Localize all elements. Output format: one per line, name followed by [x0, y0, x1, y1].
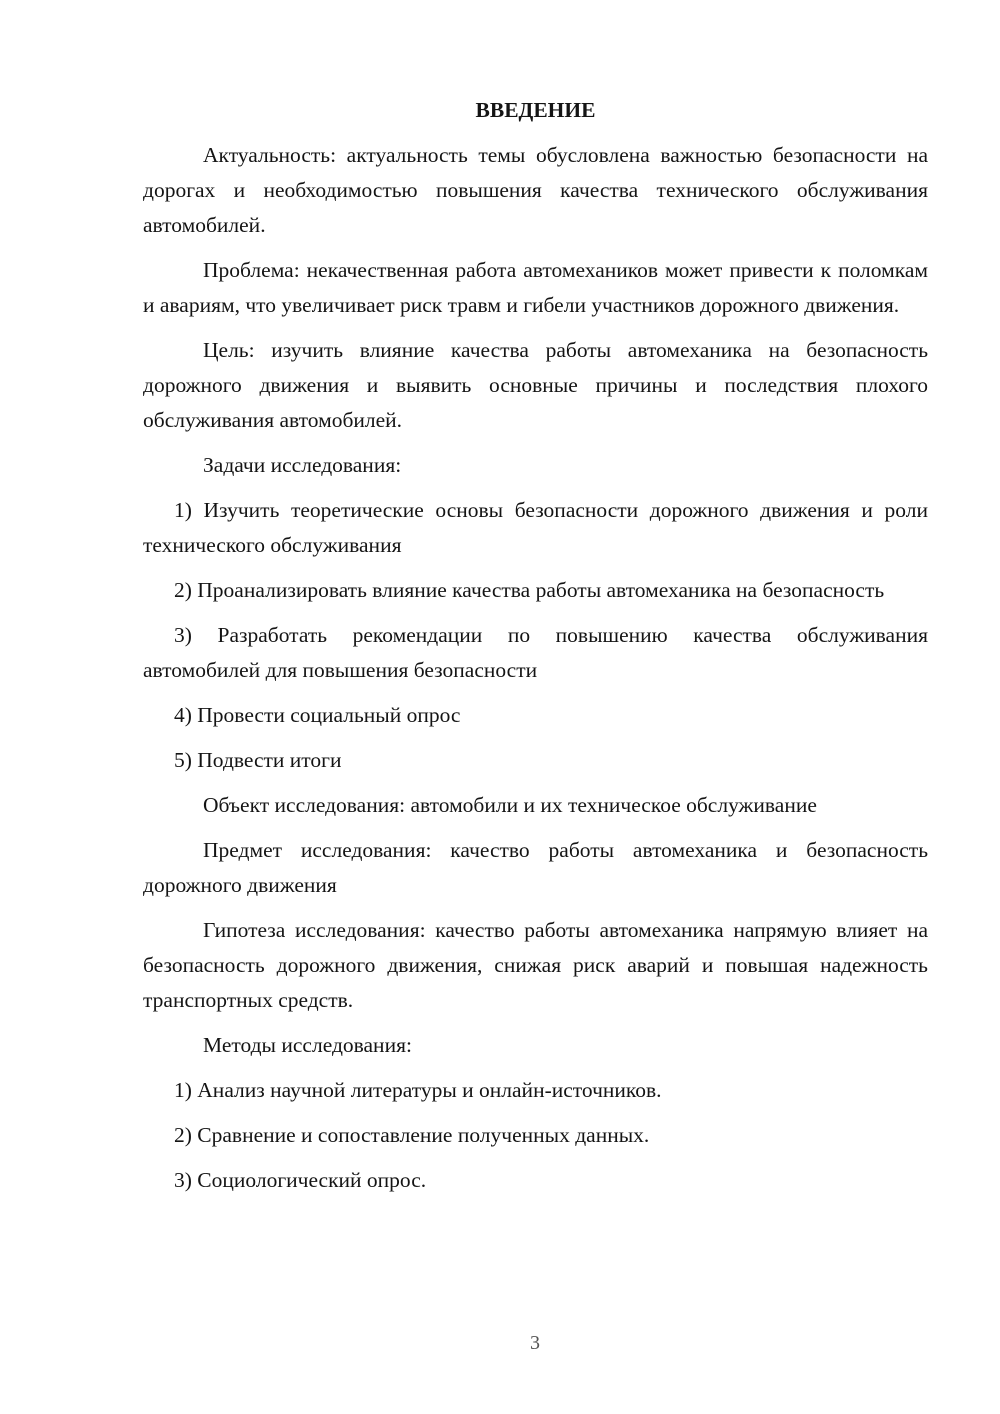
- subject-paragraph: Предмет исследования: качество работы автомеханика и безопасность дорожного движения: [143, 838, 928, 897]
- object-paragraph: Объект исследования: автомобили и их техническое обслуживание: [203, 793, 817, 817]
- task-item-5: 5) Подвести итоги: [174, 748, 342, 772]
- document-body: [143, 93, 928, 1208]
- page-title: ВВЕДЕНИЕ: [475, 98, 596, 122]
- goal-paragraph: Цель: изучить влияние качества работы автомеханика на безопасность дорожного движения и выявить основные причины и последствия плохого обслуживания автомобилей.: [143, 338, 928, 432]
- task-item-3: 3) Разработать рекомендации по повышению качества обслуживания автомобилей для повышения безопасности: [143, 623, 928, 682]
- method-item-1: 1) Анализ научной литературы и онлайн-источников.: [174, 1078, 662, 1102]
- task-item-4: 4) Провести социальный опрос: [174, 703, 461, 727]
- tasks-heading: Задачи исследования:: [203, 453, 402, 477]
- task-item-1: 1) Изучить теоретические основы безопасности дорожного движения и роли технического обслуживания: [143, 498, 928, 557]
- hypothesis-paragraph: Гипотеза исследования: качество работы автомеханика напрямую влияет на безопасность дорожного движения, снижая риск аварий и повышая надежность транспортных средств.: [143, 918, 928, 1012]
- method-item-2: 2) Сравнение и сопоставление полученных данных.: [174, 1123, 650, 1147]
- methods-heading: Методы исследования:: [203, 1033, 412, 1057]
- problem-paragraph: Проблема: некачественная работа автомехаников может привести к поломкам и авариям, что увеличивает риск травм и гибели участников дорожного движения.: [143, 258, 928, 317]
- relevance-paragraph: Актуальность: актуальность темы обусловлена важностью безопасности на дорогах и необходимостью повышения качества технического обслуживания автомобилей.: [143, 143, 928, 237]
- page-number: 3: [530, 1332, 540, 1354]
- task-item-2: 2) Проанализировать влияние качества работы автомеханика на безопасность: [174, 578, 885, 602]
- method-item-3: 3) Социологический опрос.: [174, 1168, 427, 1192]
